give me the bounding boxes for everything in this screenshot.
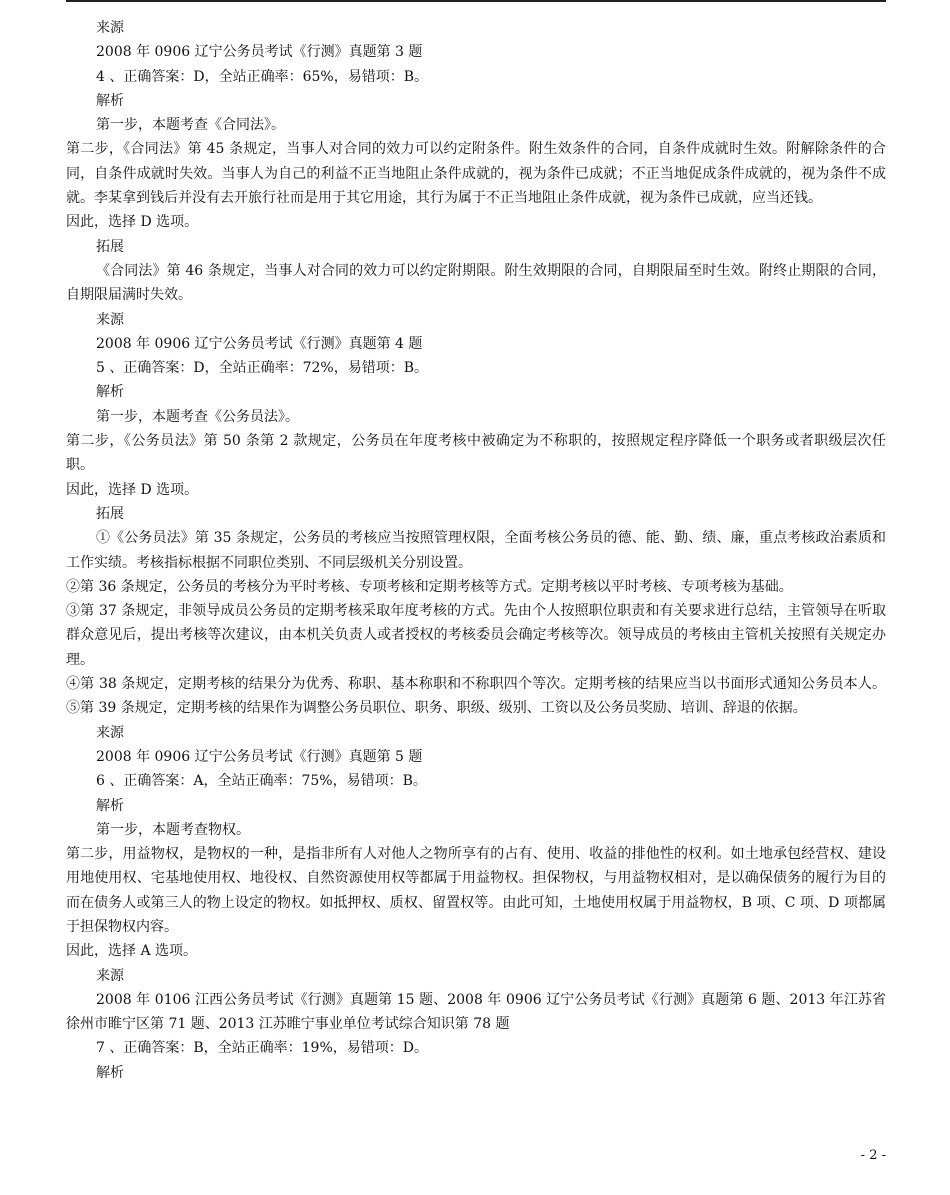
header-rule	[66, 0, 886, 2]
answer-line: 6 、正确答案：A，全站正确率：75%，易错项：B。	[96, 773, 427, 790]
source-label: 来源	[96, 724, 124, 741]
extension-item-3: ③第 37 条规定，非领导成员公务员的定期考核采取年度考核的方式。先由个人按照职位职责和有关要求进行总结，主管领导在听取群众意见后，提出考核等次建议，由本机关负责人或者授权的考核委员会确定考核等次。领导成员的考核由主管机关按照有关规定办理。	[66, 603, 886, 668]
extension-item-2: ②第 36 条规定，公务员的考核分为平时考核、专项考核和定期考核等方式。定期考核以平时考核、专项考核为基础。	[66, 578, 793, 595]
source-label: 来源	[96, 967, 124, 984]
extension-label: 拓展	[96, 505, 124, 522]
answer-line: 4 、正确答案：D，全站正确率：65%，易错项：B。	[96, 68, 428, 85]
analysis-step-1: 第一步，本题考查《合同法》。	[96, 117, 285, 134]
extension-item-4: ④第 38 条规定，定期考核的结果分为优秀、称职、基本称职和不称职四个等次。定期考核的结果应当以书面形式通知公务员本人。⑤第 39 条规定，定期考核的结果作为调整公务员职位、职务、职级、级别、工资以及公务员奖励、培训、辞退的依据。	[66, 676, 886, 717]
analysis-step-1: 第一步，本题考查物权。	[96, 821, 250, 838]
extension-label: 拓展	[96, 238, 124, 255]
analysis-step-2: 第二步，用益物权，是物权的一种，是指非所有人对他人之物所享有的占有、使用、收益的排他性的权利。如土地承包经营权、建设用地使用权、宅基地使用权、地役权、自然资源使用权等都属于用益物权。担保物权，与用益物权相对，是以确保债务的履行为目的而在债务人或第三人的物上设定的物权。如抵押权、质权、留置权等。由此可知，土地使用权属于用益物权，B 项、C 项、D 项都属于担保物权内容。	[66, 846, 886, 935]
page-content	[66, 16, 886, 1085]
source-text: 2008 年 0906 辽宁公务员考试《行测》真题第 4 题	[96, 335, 423, 352]
source-text: 2008 年 0906 辽宁公务员考试《行测》真题第 5 题	[96, 748, 423, 765]
answer-line: 7 、正确答案：B，全站正确率：19%，易错项：D。	[96, 1040, 428, 1057]
analysis-label: 解析	[96, 92, 124, 109]
source-text: 2008 年 0106 江西公务员考试《行测》真题第 15 题、2008 年 0906 辽宁公务员考试《行测》真题第 6 题、2013 年江苏省徐州市睢宁区第 71 题、2013 江苏睢宁事业单位考试综合知识第 78 题	[66, 991, 886, 1033]
source-text: 2008 年 0906 辽宁公务员考试《行测》真题第 3 题	[96, 44, 423, 61]
analysis-step-2: 第二步，《公务员法》第 50 条第 2 款规定，公务员在年度考核中被确定为不称职的，按照规定程序降低一个职务或者职级层次任职。	[66, 433, 886, 474]
answer-line: 5 、正确答案：D，全站正确率：72%，易错项：B。	[96, 360, 428, 377]
analysis-label: 解析	[96, 797, 124, 814]
conclusion: 因此，选择 D 选项。	[66, 214, 199, 231]
source-label: 来源	[96, 20, 124, 36]
conclusion: 因此，选择 D 选项。	[66, 481, 199, 498]
extension-item-1: ①《公务员法》第 35 条规定，公务员的考核应当按照管理权限，全面考核公务员的德、能、勤、绩、廉，重点考核政治素质和工作实绩。考核指标根据不同职位类别、不同层级机关分别设置。	[66, 530, 886, 571]
conclusion: 因此，选择 A 选项。	[66, 943, 198, 960]
analysis-label: 解析	[96, 1064, 124, 1081]
analysis-step-1: 第一步，本题考查《公务员法》。	[96, 408, 299, 425]
page-number: - 2 -	[860, 1148, 886, 1163]
source-label: 来源	[96, 311, 124, 328]
analysis-step-2: 第二步，《合同法》第 45 条规定，当事人对合同的效力可以约定附条件。附生效条件的合同，自条件成就时生效。附解除条件的合同，自条件成就时失效。当事人为自己的利益不正当地阻止条件成就的，视为条件已成就；不正当地促成条件成就的，视为条件不成就。李某拿到钱后并没有去开旅行社而是用于其它用途，其行为属于不正当地阻止条件成就，视为条件已成就，应当还钱。	[66, 141, 886, 207]
analysis-label: 解析	[96, 384, 124, 401]
extension-text: 《合同法》第 46 条规定，当事人对合同的效力可以约定附期限。附生效期限的合同，自期限届至时生效。附终止期限的合同，自期限届满时失效。	[66, 262, 886, 304]
